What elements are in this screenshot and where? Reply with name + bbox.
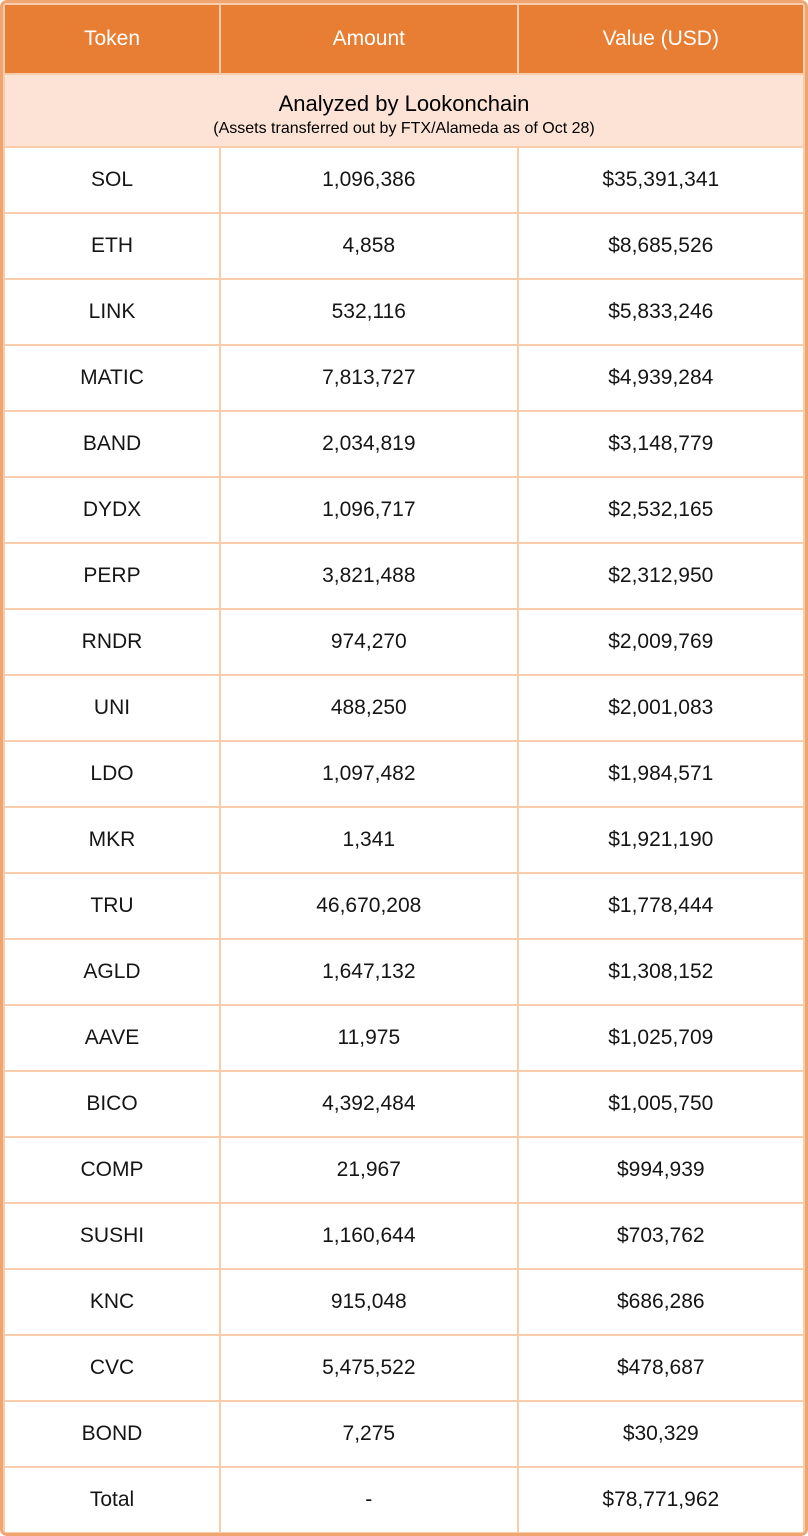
row-aave: [4, 1005, 804, 1071]
amount-cell: 1,096,386: [220, 147, 518, 213]
row-rndr: [4, 609, 804, 675]
row-sol: [4, 147, 804, 213]
amount-cell: 1,647,132: [220, 939, 518, 1005]
table-subtitle: (Assets transferred out by FTX/Alameda as of Oct 28): [213, 119, 595, 137]
token-cell: SUSHI: [4, 1203, 220, 1269]
token-cell: BAND: [4, 411, 220, 477]
value-cell: $1,778,444: [518, 873, 804, 939]
amount-cell: 488,250: [220, 675, 518, 741]
row-band: [4, 411, 804, 477]
value-cell: $1,921,190: [518, 807, 804, 873]
value-cell: $5,833,246: [518, 279, 804, 345]
row-total: [4, 1467, 804, 1533]
value-cell: $8,685,526: [518, 213, 804, 279]
row-dydx: [4, 477, 804, 543]
token-cell: DYDX: [4, 477, 220, 543]
amount-cell: 5,475,522: [220, 1335, 518, 1401]
value-cell: $4,939,284: [518, 345, 804, 411]
value-cell: $3,148,779: [518, 411, 804, 477]
amount-cell: 1,160,644: [220, 1203, 518, 1269]
token-cell: COMP: [4, 1137, 220, 1203]
token-cell: ETH: [4, 213, 220, 279]
row-sushi: [4, 1203, 804, 1269]
token-table: [3, 3, 805, 1534]
value-cell: $1,984,571: [518, 741, 804, 807]
value-cell: $2,312,950: [518, 543, 804, 609]
header-row: [4, 4, 804, 74]
token-cell: KNC: [4, 1269, 220, 1335]
token-cell: LDO: [4, 741, 220, 807]
token-cell: RNDR: [4, 609, 220, 675]
amount-cell: 915,048: [220, 1269, 518, 1335]
amount-cell: 7,813,727: [220, 345, 518, 411]
row-bond: [4, 1401, 804, 1467]
col-header-value: Value (USD): [518, 4, 804, 74]
value-cell: $478,687: [518, 1335, 804, 1401]
amount-cell: 1,341: [220, 807, 518, 873]
row-ldo: [4, 741, 804, 807]
amount-cell: 7,275: [220, 1401, 518, 1467]
value-cell: $1,005,750: [518, 1071, 804, 1137]
token-cell: MKR: [4, 807, 220, 873]
col-header-token: Token: [4, 4, 220, 74]
value-cell: $2,009,769: [518, 609, 804, 675]
token-cell: AAVE: [4, 1005, 220, 1071]
value-cell: $30,329: [518, 1401, 804, 1467]
token-cell: CVC: [4, 1335, 220, 1401]
row-matic: [4, 345, 804, 411]
token-cell: UNI: [4, 675, 220, 741]
amount-cell: 4,392,484: [220, 1071, 518, 1137]
value-cell: $994,939: [518, 1137, 804, 1203]
row-link: [4, 279, 804, 345]
col-header-amount: Amount: [220, 4, 518, 74]
value-cell: $1,025,709: [518, 1005, 804, 1071]
token-cell: Total: [4, 1467, 220, 1533]
token-cell: TRU: [4, 873, 220, 939]
value-cell: $686,286: [518, 1269, 804, 1335]
token-cell: PERP: [4, 543, 220, 609]
value-cell: $78,771,962: [518, 1467, 804, 1533]
value-cell: $35,391,341: [518, 147, 804, 213]
amount-cell: 974,270: [220, 609, 518, 675]
row-tru: [4, 873, 804, 939]
row-eth: [4, 213, 804, 279]
amount-cell: 21,967: [220, 1137, 518, 1203]
table-title: Analyzed by Lookonchain: [278, 91, 530, 117]
amount-cell: 3,821,488: [220, 543, 518, 609]
amount-cell: 2,034,819: [220, 411, 518, 477]
row-knc: [4, 1269, 804, 1335]
token-cell: BICO: [4, 1071, 220, 1137]
token-cell: SOL: [4, 147, 220, 213]
token-cell: MATIC: [4, 345, 220, 411]
caption-row: [4, 74, 804, 147]
amount-cell: 4,858: [220, 213, 518, 279]
value-cell: $1,308,152: [518, 939, 804, 1005]
row-cvc: [4, 1335, 804, 1401]
token-cell: BOND: [4, 1401, 220, 1467]
row-bico: [4, 1071, 804, 1137]
amount-cell: 532,116: [220, 279, 518, 345]
amount-cell: 1,097,482: [220, 741, 518, 807]
amount-cell: -: [220, 1467, 518, 1533]
value-cell: $2,001,083: [518, 675, 804, 741]
row-uni: [4, 675, 804, 741]
row-comp: [4, 1137, 804, 1203]
amount-cell: 1,096,717: [220, 477, 518, 543]
row-perp: [4, 543, 804, 609]
caption-cell: [4, 74, 804, 147]
amount-cell: 11,975: [220, 1005, 518, 1071]
token-cell: AGLD: [4, 939, 220, 1005]
value-cell: $703,762: [518, 1203, 804, 1269]
value-cell: $2,532,165: [518, 477, 804, 543]
row-agld: [4, 939, 804, 1005]
amount-cell: 46,670,208: [220, 873, 518, 939]
token-cell: LINK: [4, 279, 220, 345]
row-mkr: [4, 807, 804, 873]
